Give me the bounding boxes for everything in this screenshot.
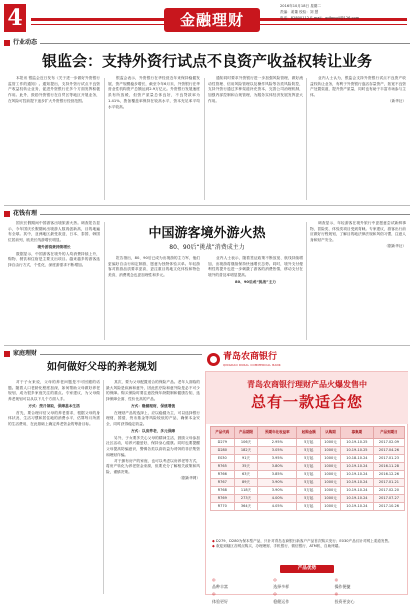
table-cell: 1000元 bbox=[321, 463, 341, 471]
table-cell: 63天 bbox=[234, 471, 258, 479]
article-column-3: 通知同时要求外资银行进一步加强风险管理，做好流动性管理、信用风险管理以及操作风险等各类风险防控，支持外资行通过多种渠道补充资本，完善公司治理机制，加强内部控制和合规管理，为服务实体经济发展发挥更大作用。 bbox=[208, 76, 303, 103]
pub-date: 2016年10月18日 星期二 bbox=[280, 4, 321, 8]
ad-note: ◆ 欢迎到辖区各网点购买，办理理财、手机银行、微信银行、ATM机、自助终端。 bbox=[212, 544, 342, 549]
article-column-3: 业内人士表示，随着签证政策不断放宽、航线持续增加，出境游将继续保持快速增长态势。同时，境外支付便利性的提升也进一步刺激了游客的消费热情，移动支付在境外的普及率明显提高。 80、90后成“挑战”主力 bbox=[208, 256, 303, 284]
table-cell: 1000元 bbox=[321, 487, 341, 495]
table-cell: 2017.04.26 bbox=[373, 447, 404, 455]
table-header-cell: 募集期 bbox=[340, 427, 373, 439]
table-cell: 10.19-10.25 bbox=[340, 439, 373, 447]
table-cell: 2017.02.09 bbox=[373, 439, 404, 447]
article-column-4: 调查显示，年轻游客在境外旅行中更愿意尝试新鲜事物，冒险类、体验类项目受到青睐。专家建议，游客出行前应做好行程规划，了解目的地法律法规和风俗习惯，注意人身和财产安全。 （据新华社） bbox=[310, 221, 406, 248]
section-marker bbox=[4, 351, 10, 357]
article-column-1: 本报讯 银监会近日发布《关于进一步做好外资银行监管工作的通知》。通知提出，支持外资行试点不良资产收益权转让业务，促进外资银行在多个方面发挥积极作用。此外，鼓励外资银行在自贸区等地区开展业务，在风险可控前提下逐步扩大外资银行经营范围。 bbox=[8, 76, 100, 103]
table-cell: 5万起 bbox=[297, 439, 321, 447]
section-marker bbox=[4, 211, 10, 217]
table-header-cell: 产品期限 bbox=[234, 427, 258, 439]
article-subtitle: 方式：以房养老，多元保障 bbox=[130, 428, 176, 433]
table-cell: 3.95% bbox=[258, 455, 297, 463]
table-header-cell: 预期年化收益率 bbox=[258, 427, 297, 439]
bank-logo-icon bbox=[207, 353, 220, 366]
table-cell: 2017.01.23 bbox=[373, 455, 404, 463]
ad-banner bbox=[206, 372, 408, 424]
table-cell: R768 bbox=[211, 487, 235, 495]
pub-contact: 电话：82800112 E-mail：qdfang4@126.com bbox=[280, 15, 360, 20]
table-row bbox=[211, 471, 405, 479]
section-label: 家庭理财 bbox=[13, 350, 38, 357]
feature-item: ◎ 稳健运作 bbox=[273, 591, 290, 604]
table-cell: 1000元 bbox=[321, 503, 341, 511]
column-divider bbox=[104, 78, 105, 200]
ad-title-line1: 青岛农商银行理财产品火爆发售中 bbox=[247, 380, 367, 389]
table-cell: 89天 bbox=[234, 479, 258, 487]
features-title: 产品优势 bbox=[280, 565, 334, 573]
section-rule bbox=[40, 214, 410, 215]
table-cell: 1000元 bbox=[321, 471, 341, 479]
section-rule bbox=[40, 43, 410, 44]
table-cell: 10.19-10.24 bbox=[340, 503, 373, 511]
table-row bbox=[211, 479, 405, 487]
table-cell: 273天 bbox=[234, 495, 258, 503]
ad-title-line2: 总有一款适合您 bbox=[250, 393, 363, 411]
article-subtitle: 80、90后成“挑战”主力 bbox=[235, 279, 276, 284]
table-cell: 1000元 bbox=[321, 479, 341, 487]
table-cell: 2017.01.21 bbox=[373, 479, 404, 487]
article-subtitle: 方式：按月领取，保障基本生活 bbox=[28, 403, 80, 408]
article-column-1: 国庆长假期间中国游客出境旅游火热。调查报告显示，今年国庆长假期间出境游人数再创新高，目的地遍布全球。其中，亚洲地区最受欢迎，日本、泰国、韩国位居前列，欧美长线游增长明显。 境外游消费持续增长 数据显示，中国游客在境外的人均消费持续上升，购物、餐饮和住宿是主要支出项目。越来越多的游客选择自由行方式，个性化、深度游需求不断增加。 bbox=[8, 221, 100, 268]
table-header-cell: 产品代码 bbox=[211, 427, 235, 439]
table-cell: 182天 bbox=[234, 447, 258, 455]
table-header-cell: 产品到期日 bbox=[373, 427, 404, 439]
table-cell: 3.80% bbox=[258, 463, 297, 471]
byline: （据新华网） bbox=[178, 475, 200, 480]
table-cell: 364天 bbox=[234, 503, 258, 511]
table-cell: 5万起 bbox=[297, 463, 321, 471]
table-row bbox=[211, 447, 405, 455]
table-header-cell: 认购期 bbox=[321, 427, 341, 439]
masthead bbox=[4, 2, 410, 36]
section-label: 行业动态 bbox=[13, 39, 38, 46]
table-row bbox=[211, 463, 405, 471]
article-headline-tourism: 中国游客境外游火热 bbox=[148, 226, 266, 241]
article-column-2: 报告指出，80、90后已成为出境游的主力军，他们更偏好自由行和定制游，愿意为独特体验买单。年轻游客对旅游品质要求更高，更注重目的地文化体验和特色美食，消费观念也更加理性和多元。 bbox=[108, 256, 200, 278]
table-cell: 10.18-10.24 bbox=[340, 455, 373, 463]
table-cell: 3.90% bbox=[258, 487, 297, 495]
table-cell: D279 bbox=[211, 439, 235, 447]
table-cell: R767 bbox=[211, 479, 235, 487]
article-column-2: 银监会表示，外资银行在华经营近年来保持稳健发展，资产规模稳步增长，截至今年6月末，外资银行在华营业性机构资产总额达到2.9万亿元。外资银行发展速度虽有所放缓，但资产质量总体良好，不良贷款率为1.41%，拨备覆盖率保持在较高水平，资本充足率平均水平较高。 bbox=[108, 76, 200, 109]
ad-panel bbox=[205, 371, 408, 604]
section-divider bbox=[4, 345, 410, 346]
column-divider bbox=[306, 222, 307, 340]
article-column-1: 对于子女来说，父母的养老问题是不可回避的话题。随着人口老龄化程度加深，如何帮助父母做好养老规划，成为很多家庭关注的重点。专家建议，为父母做养老规划可以从以下几个方面入手。 方式：按月领取，保障基本生活 首先，要合理评估父母的养老需求，根据父母的身体状况、生活习惯和居住地的消费水平，估算每月所需的生活费用，在此基础上确定养老资金的筹备目标。 bbox=[8, 380, 100, 427]
table-cell: 1000元 bbox=[321, 455, 341, 463]
table-cell: 5万起 bbox=[297, 503, 321, 511]
section-title: 金融理财 bbox=[164, 8, 260, 32]
table-cell: 91天 bbox=[234, 455, 258, 463]
table-header-cell: 起购金额 bbox=[297, 427, 321, 439]
features-list bbox=[212, 576, 404, 605]
column-divider bbox=[204, 78, 205, 200]
table-cell: 5万起 bbox=[297, 487, 321, 495]
table-cell: 3.85% bbox=[258, 471, 297, 479]
article-headline-cbrc: 银监会：支持外资行试点不良资产收益权转让业务 bbox=[41, 52, 372, 70]
column-divider bbox=[104, 222, 105, 340]
ad-note: ◆ D279、D280为保本型产品，只针对青岛农商银行新客户产品首次购买发行；E030产品仅针对网上渠道发售。 bbox=[212, 539, 392, 543]
ad-notes bbox=[212, 539, 404, 550]
table-cell: 1000元 bbox=[321, 495, 341, 503]
feature-item: ◎ 品种丰富 bbox=[212, 577, 228, 590]
publication-info bbox=[280, 4, 408, 21]
table-cell: 106天 bbox=[234, 439, 258, 447]
bank-name: 青岛农商银行 bbox=[223, 352, 278, 362]
section-header-spending bbox=[4, 209, 410, 219]
table-row bbox=[211, 495, 405, 503]
table-cell: 4.05% bbox=[258, 503, 297, 511]
table-cell: 2016.12.26 bbox=[373, 471, 404, 479]
table-cell: 118天 bbox=[234, 487, 258, 495]
feature-item: ◎ 体验更好 bbox=[212, 591, 228, 604]
column-divider bbox=[306, 78, 307, 200]
bank-logo-row bbox=[205, 351, 408, 369]
table-row bbox=[211, 439, 405, 447]
table-cell: 2017.10.26 bbox=[373, 503, 404, 511]
feature-item: ◎ 操作便捷 bbox=[334, 577, 351, 590]
table-cell: 5万起 bbox=[297, 479, 321, 487]
table-cell: R765 bbox=[211, 463, 235, 471]
table-cell: 1000元 bbox=[321, 439, 341, 447]
article-column-2: 其次，要为父母配置适合的保险产品。老年人面临的最大风险是疾病和意外，因此医疗险和意外险是必不可少的保障。购买保险时要注意投保年龄限制和健康告知，选择保障全面、性价比高的产品。 方式：稳健理财，保值增值 在理财产品的选择上，应以稳健为主，可以选择银行理财、国债、货币基金等风险较低的产品，确保本金安全，同时获得稳定收益。 方式：以房养老，多元保障 另外，子女要多关心父母的精神生活，鼓励父母参加社区活动，培养兴趣爱好，保持身心健康。同时也要提醒父母提高防骗意识，警惕各类以高收益为诱饵的非法集资和理财诈骗。 对于拥有房产的家庭，也可以考虑以房养老等方式，将房产转化为养老资金来源，但要充分了解相关政策和风险，谨慎决策。 （据新华网） bbox=[106, 380, 200, 480]
section-label: 花钱有理 bbox=[13, 210, 38, 217]
section-header-industry-news bbox=[4, 38, 410, 48]
feature-item: ◎ 投资更安心 bbox=[334, 591, 355, 604]
table-cell: R770 bbox=[211, 503, 235, 511]
table-cell: 10.19-10.24 bbox=[340, 471, 373, 479]
column-divider bbox=[103, 380, 104, 594]
table-cell: 35天 bbox=[234, 463, 258, 471]
table-cell: 5万起 bbox=[297, 447, 321, 455]
table-cell: 2016.11.28 bbox=[373, 463, 404, 471]
article-subtitle: 境外游消费持续增长 bbox=[37, 244, 71, 249]
section-rule bbox=[40, 354, 202, 355]
table-cell: 5万起 bbox=[297, 495, 321, 503]
table-cell: 5万起 bbox=[297, 471, 321, 479]
table-cell: 3.90% bbox=[258, 479, 297, 487]
table-cell: 2.95% bbox=[258, 439, 297, 447]
table-cell: 5万起 bbox=[297, 455, 321, 463]
table-cell: 10.19-10.25 bbox=[340, 447, 373, 455]
table-cell: 3.05% bbox=[258, 447, 297, 455]
table-cell: 10.19-10.24 bbox=[340, 495, 373, 503]
table-cell: 10.19-10.24 bbox=[340, 479, 373, 487]
section-header-family-finance bbox=[4, 349, 202, 359]
table-row bbox=[211, 455, 405, 463]
bank-name-english: QINGDAO RURAL COMMERCIAL BANK bbox=[223, 363, 281, 367]
byline: （据新华社） bbox=[384, 243, 406, 248]
section-divider bbox=[4, 205, 410, 206]
table-row bbox=[211, 503, 405, 511]
page-number: 4 bbox=[4, 4, 26, 32]
byline: （新华社） bbox=[388, 98, 406, 103]
table-cell: R769 bbox=[211, 495, 235, 503]
product-table-body bbox=[211, 439, 405, 511]
table-cell: D280 bbox=[211, 447, 235, 455]
article-column-4: 业内人士认为，银监会支持外资银行试点不良资产收益权转让业务，有利于外资银行盘活存量资产，拓宽不良资产处置渠道，提升资产质量，同时也有助于丰富市场参与主体。 （新华社） bbox=[310, 76, 406, 103]
table-row bbox=[211, 487, 405, 495]
section-marker bbox=[4, 40, 10, 46]
table-cell: 2017.07.27 bbox=[373, 495, 404, 503]
table-cell: E030 bbox=[211, 455, 235, 463]
table-cell: 10.19-10.24 bbox=[340, 487, 373, 495]
table-cell: 4.00% bbox=[258, 495, 297, 503]
table-cell: 2017.02.20 bbox=[373, 487, 404, 495]
article-subheadline-tourism: 80、90后“挑战”消费成主力 bbox=[169, 244, 245, 251]
article-headline-retirement: 如何做好父母的养老规划 bbox=[47, 362, 157, 373]
pub-editors: 责编：姜董 校检：刘 慧 bbox=[280, 9, 319, 14]
table-cell: 10.19-10.24 bbox=[340, 463, 373, 471]
product-table-header bbox=[211, 427, 405, 439]
table-cell: R766 bbox=[211, 471, 235, 479]
article-subtitle: 方式：稳健理财，保值增值 bbox=[130, 403, 176, 408]
bank-advertisement bbox=[203, 351, 410, 604]
table-cell: 1000元 bbox=[321, 447, 341, 455]
feature-item: ◎ 选择多样 bbox=[273, 577, 290, 590]
product-table bbox=[210, 426, 405, 511]
